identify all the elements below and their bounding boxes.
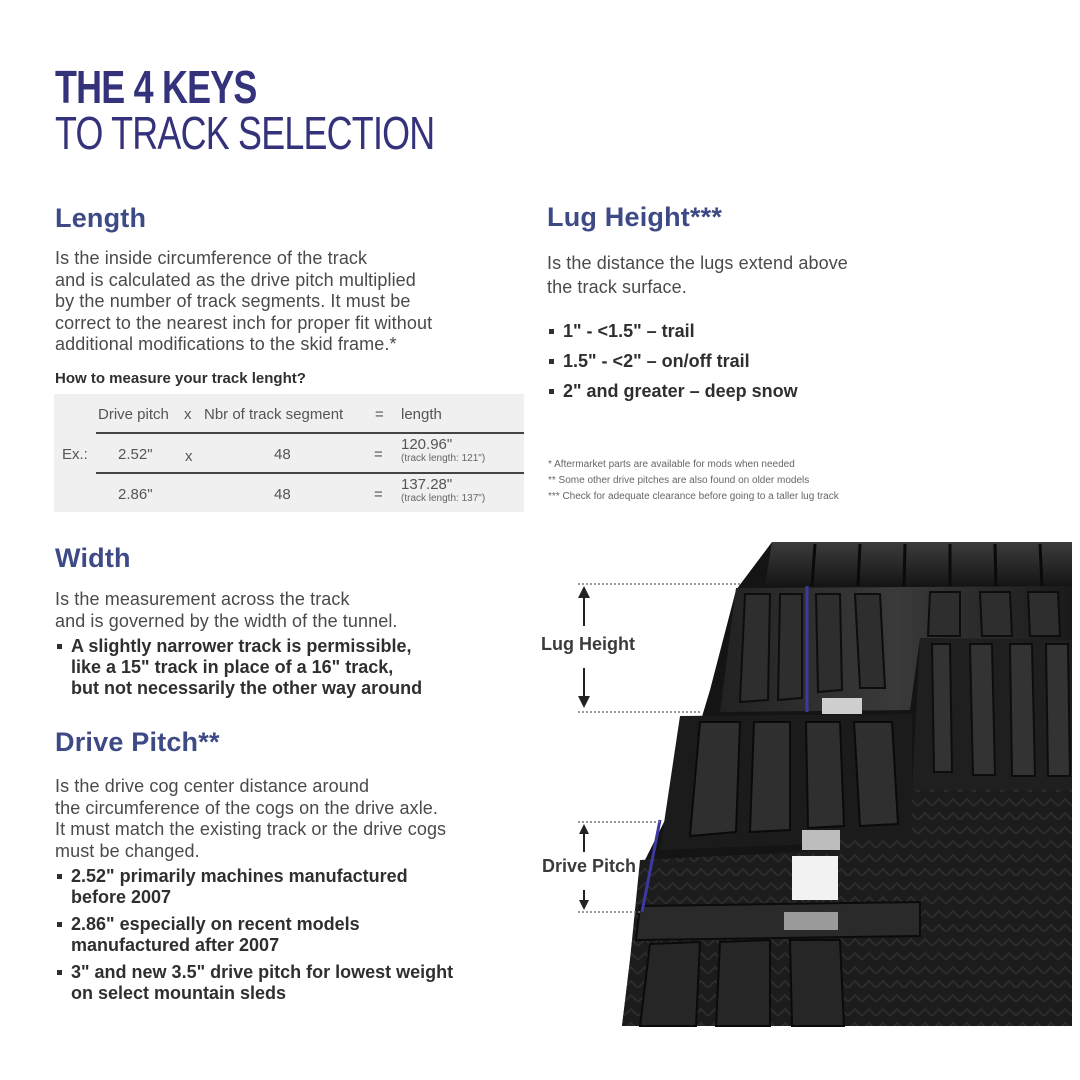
footnotes [548, 457, 839, 505]
pitch-line: the circumference of the cogs on the drive axle. [55, 797, 439, 818]
lug-line: the track surface. [547, 276, 687, 297]
title-line-1: THE 4 KEYS [55, 61, 257, 113]
drive-pitch-bullets [55, 866, 525, 1010]
bullet-line: 3" and new 3.5" drive pitch for lowest weight [71, 962, 454, 982]
pitch-line: Is the drive cog center distance around [55, 776, 370, 796]
length-description [55, 248, 525, 356]
measure-heading: How to measure your track lenght? [55, 370, 306, 387]
width-bullets [55, 636, 525, 705]
title-line-2: TO TRACK SELECTION [55, 107, 435, 159]
bullet-line: but not necessarily the other way around [71, 678, 423, 698]
length-line: correct to the nearest inch for proper fit without [55, 312, 433, 333]
row-pitch: 2.86" [118, 486, 153, 503]
length-line: by the number of track segments. It must be [55, 291, 411, 311]
header-pitch: Drive pitch [98, 406, 169, 423]
footnote: * Aftermarket parts are available for mods when needed [548, 459, 795, 470]
row-result [401, 478, 485, 506]
drive-pitch-heading: Drive Pitch** [55, 727, 220, 757]
length-line: additional modifications to the skid frame.* [55, 334, 397, 354]
table-divider [96, 472, 524, 474]
header-segments: Nbr of track segment [204, 406, 344, 423]
row-pitch: 2.52" [118, 446, 153, 463]
bullet-line: like a 15" track in place of a 16" track, [71, 657, 394, 677]
table-divider [96, 432, 524, 434]
bullet-item: 1.5" - <2" – on/off trail [547, 351, 1007, 372]
drive-pitch-description [55, 776, 525, 862]
bullet-item [55, 914, 525, 956]
header-x: x [184, 406, 192, 423]
header-length: length [401, 406, 442, 423]
bullet-item: 2" and greater – deep snow [547, 381, 1007, 402]
bullet-line: manufactured after 2007 [71, 935, 280, 955]
bullet-item [55, 962, 525, 1004]
width-line: and is governed by the width of the tunnel. [55, 610, 398, 631]
measure-table [54, 394, 524, 512]
row-eq: = [374, 486, 383, 503]
lug-height-description [547, 253, 1007, 298]
bullet-line: A slightly narrower track is permissible, [71, 636, 412, 656]
bullet-line: before 2007 [71, 887, 172, 907]
width-description [55, 589, 525, 632]
row-segments: 48 [274, 446, 291, 463]
track-window [792, 856, 838, 900]
lug-height-label: Lug Height [541, 634, 635, 654]
track-illustration [540, 540, 1080, 1030]
bullet-line: 2.86" especially on recent models [71, 914, 360, 934]
page-title [55, 61, 435, 159]
width-heading: Width [55, 543, 131, 573]
header-eq: = [375, 406, 384, 423]
row-length: 120.96" [401, 436, 453, 453]
row-eq: = [374, 446, 383, 463]
row-note: (track length: 121") [401, 453, 486, 464]
lug-height-heading: Lug Height*** [547, 202, 723, 232]
width-line: Is the measurement across the track [55, 589, 350, 609]
bullet-line: 2.52" primarily machines manufactured [71, 866, 408, 886]
bullet-item [55, 636, 525, 699]
footnote: *** Check for adequate clearance before going to a taller lug track [548, 491, 839, 502]
bullet-line: on select mountain sleds [71, 983, 287, 1003]
row-x: x [185, 448, 193, 465]
length-line: and is calculated as the drive pitch multiplied [55, 269, 416, 290]
footnote: ** Some other drive pitches are also found on older models [548, 475, 810, 486]
bullet-item: 1" - <1.5" – trail [547, 321, 1007, 342]
drive-pitch-label: Drive Pitch [542, 856, 637, 876]
length-heading: Length [55, 203, 147, 233]
lug-height-bullets [547, 321, 1007, 408]
pitch-line: must be changed. [55, 840, 200, 861]
lug-line: Is the distance the lugs extend above [547, 253, 848, 273]
bullet-item [55, 866, 525, 908]
pitch-line: It must match the existing track or the drive cogs [55, 819, 447, 839]
row-length: 137.28" [401, 476, 453, 493]
length-line: Is the inside circumference of the track [55, 248, 368, 268]
row-result [401, 438, 485, 466]
row-note: (track length: 137") [401, 493, 486, 504]
row-prefix: Ex.: [62, 446, 88, 463]
row-segments: 48 [274, 486, 291, 503]
